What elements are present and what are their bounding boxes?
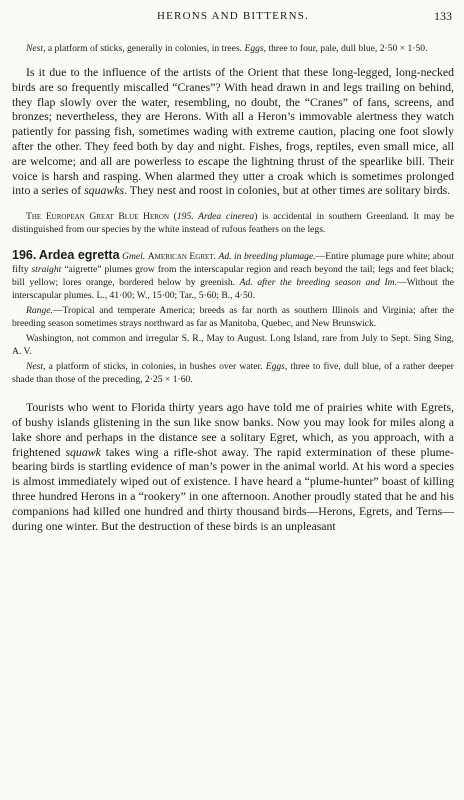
species-sci-name: Ardea egretta (38, 248, 120, 263)
nest-text: , a platform of sticks, in colonies, in bushes over water. (43, 361, 266, 373)
eggs-label: Eggs (265, 361, 285, 373)
paragraph-cranes (12, 65, 454, 198)
page-number: 133 (434, 9, 452, 23)
running-head: HERONS AND BITTERNS. (156, 10, 310, 22)
species-number: 196. (12, 248, 37, 263)
range-label: Range. (26, 305, 53, 317)
nest-label: Nest (26, 43, 44, 54)
eggs-text: , three to five, dull blue, of a rather deeper shade than those of the preceding, 2·25 × 1·60. (12, 361, 454, 386)
range-text: —Tropical and temperate America; breeds as far north as southern Illinois and Virginia; after the breeding season sometimes strays northward as far as Manitoba, Quebec, and New Brunswick. (12, 305, 454, 330)
nest-label: Nest (26, 361, 44, 373)
paren-close: ) (254, 211, 258, 223)
european-heron-sci: Ardea cinerea (198, 211, 255, 223)
paren-open: ( (169, 211, 177, 223)
eggs-label: Eggs (244, 43, 264, 54)
page-header (12, 6, 454, 28)
cranes-text-2: . They nest and roost in colonies, but at other times are solitary birds. (124, 183, 451, 198)
species-authority: Gmel. (122, 251, 146, 263)
nest-note-egret (12, 360, 454, 386)
desc-part-3: —Without the interscapular plumes. L., 41·00; W., 15·00; Tar., 5·60; B., 4·50. (12, 277, 454, 302)
tourists-text-1: Tourists who went to Florida thirty years ago have told me of prairies white with Egrets, of bushy islands glistening in the sun like snow banks. Now you may look for miles along a lake shore and perhaps in the distance see a solitary Egret, which, as you approach, with a frightened (12, 400, 454, 459)
straight-word: straight (31, 264, 62, 276)
washington-note: Washington, not common and irregular S. R., May to August. Long Island, rare from July to Sept. Sing Sing, A. V. (12, 333, 454, 358)
european-heron-name: The European Great Blue Heron (26, 211, 170, 223)
species-common-name: American Egret. (147, 251, 216, 263)
paragraph-tourists (12, 400, 454, 533)
ad-breeding-label: Ad. in breeding plumage. (218, 251, 316, 263)
ad-after-label: Ad. after the breeding season and Im. (239, 277, 397, 289)
squawks-word: squawks (84, 183, 125, 198)
species-196-description (12, 249, 454, 302)
european-heron-text: is accidental in southern Greenland. It may be distinguished from our species by the white instead of rufous feathers on the legs. (12, 211, 454, 236)
desc-part-2: “aigrette” plumes grow from the interscapular region and reach beyond the tail; legs and feet black; bill yellow; lores orange, bordered below by greenish. (12, 264, 454, 289)
nest-text: , a platform of sticks, generally in colonies, in trees. (43, 43, 245, 54)
european-heron-note (12, 210, 454, 236)
desc-part-1: —Entire plumage pure white; about fifty (12, 251, 454, 276)
cranes-text-1: Is it due to the influence of the artists of the Orient that these long-legged, long-necked birds are so frequently miscalled “Cranes”? With head drawn in and legs trailing on behind, they flap slowly over the water, resembling, no doubt, the “Cranes” of fans, screens, and bronzes; nevertheless, they are Herons. With all a Heron’s immovable alertness they watch patiently for passing fish, sometimes wading with extreme caution, placing one foot slowly after the other. They feed both by day and night. Fishes, frogs, reptiles, even small mice, all are welcome; and all are powerless to escape the lightning thrust of the spearlike bill. Their voice is harsh and rasping. When alarmed they utter a croak which is sometimes prolonged into a series of (12, 65, 454, 198)
european-heron-number: 195. (176, 211, 199, 223)
eggs-text: , three to four, pale, dull blue, 2·50 × 1·50. (263, 43, 428, 54)
tourists-text-2: takes wing a rifle-shot away. The rapid extermination of these plume-bearing birds is startling evidence of man’s power in the animal world. At his word a species is almost immediately wiped out of existence. I have heard a “plume-hunter” boast of killing three hundred Herons in a “rookery” in one afternoon. Another proudly stated that he and his companions had killed one hundred and thirty thousand birds—Herons, Egrets, and Terns—during one winter. But the destruction of these birds is an unpleasant (12, 444, 454, 533)
squawk-word: squawk (65, 444, 101, 459)
nest-note-great-blue (12, 42, 454, 55)
range-note (12, 304, 454, 330)
